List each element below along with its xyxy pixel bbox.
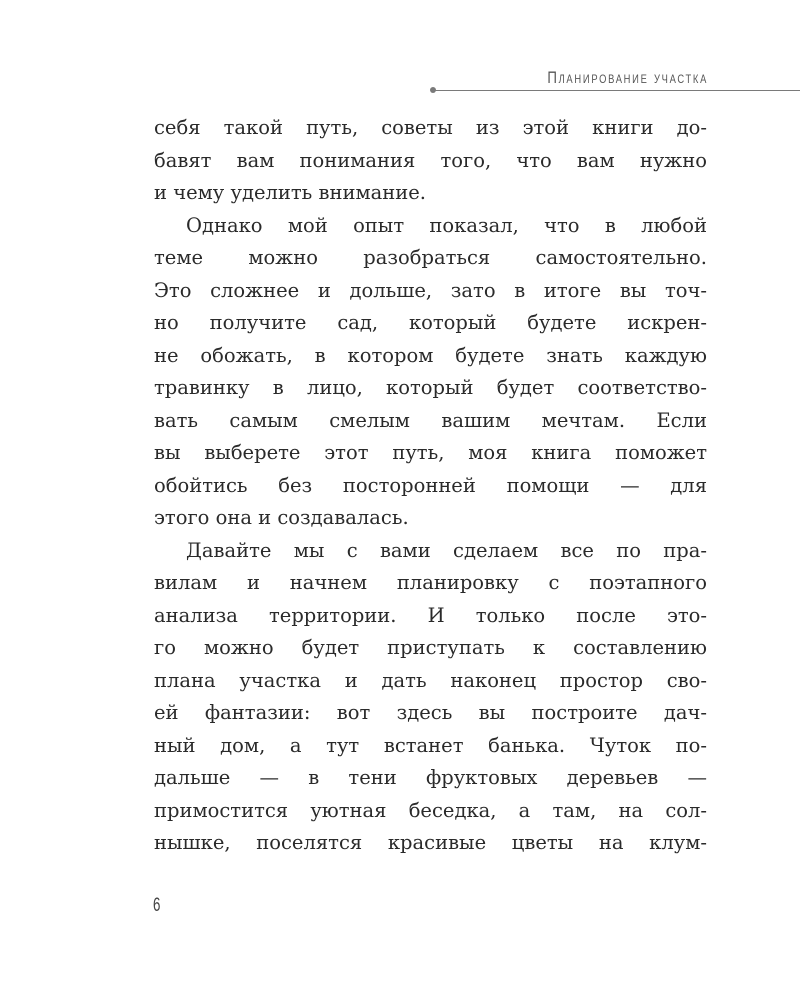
text-line: не обожать, в котором будете знать каждую bbox=[154, 343, 707, 367]
text-line: плана участка и дать наконец простор сво- bbox=[154, 668, 707, 692]
text-line: травинку в лицо, который будет соответство- bbox=[154, 376, 707, 399]
text-line: но получите сад, который будете искрен- bbox=[154, 311, 707, 334]
text-line: обойтись без посторонней помощи — для bbox=[154, 473, 707, 497]
page-number: 6 bbox=[153, 895, 161, 916]
text-line: и чему уделить внимание. bbox=[154, 181, 426, 204]
text-line: себя такой путь, советы из этой книги до- bbox=[154, 116, 707, 139]
text-line: этого она и создавалась. bbox=[154, 506, 409, 529]
text-line: го можно будет приступать к составлению bbox=[154, 636, 707, 659]
text-line: Это сложнее и дольше, зато в итоге вы точ- bbox=[154, 278, 707, 302]
text-line: анализа территории. И только после это- bbox=[154, 603, 707, 627]
text-line: Давайте мы с вами сделаем все по пра- bbox=[186, 538, 707, 562]
text-line: примостится уютная беседка, а там, на сол- bbox=[154, 798, 707, 822]
text-line: ей фантазии: вот здесь вы построите дач- bbox=[154, 701, 707, 724]
text-line: вы выберете этот путь, моя книга поможет bbox=[154, 441, 707, 464]
running-head-rule bbox=[433, 90, 800, 91]
text-line: вилам и начнем планировку с поэтапного bbox=[154, 571, 707, 594]
text-line: дальше — в тени фруктовых деревьев — bbox=[154, 766, 707, 789]
text-line: ный дом, а тут встанет банька. Чуток по- bbox=[154, 733, 707, 757]
text-line: теме можно разобраться самостоятельно. bbox=[154, 246, 707, 269]
text-line: Однако мой опыт показал, что в любой bbox=[186, 213, 707, 237]
text-line: нышке, поселятся красивые цветы на клум- bbox=[154, 831, 707, 854]
running-head-title: Планирование участка bbox=[547, 68, 708, 87]
text-line: бавят вам понимания того, что вам нужно bbox=[154, 148, 707, 172]
body-text bbox=[154, 112, 707, 860]
text-line: вать самым смелым вашим мечтам. Если bbox=[154, 408, 707, 432]
running-head bbox=[430, 66, 800, 96]
